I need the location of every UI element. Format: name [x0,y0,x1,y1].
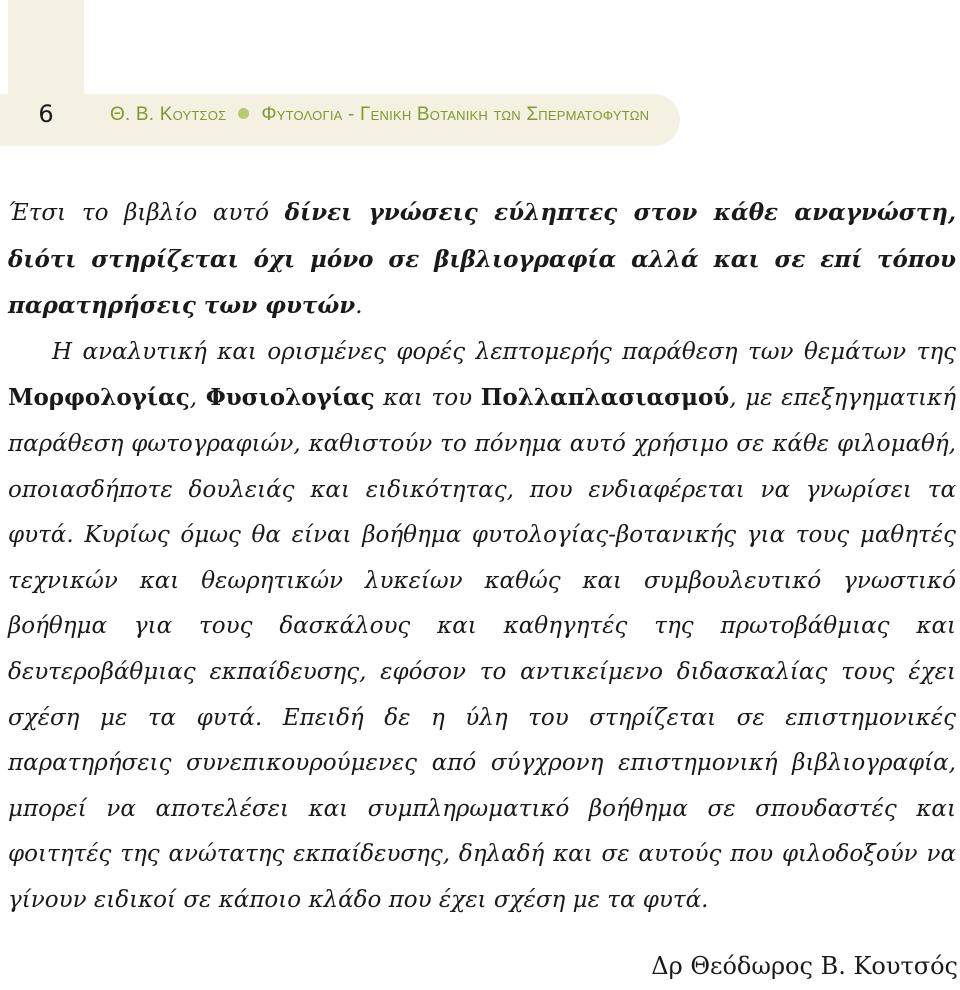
p1-emphasis: δίνει γνώσεις εύληπτες στον κάθε αναγνώστη, διότι στηρίζεται όχι μόνο σε βιβλιογραφία αλλά και σε επί τόπου παρατηρήσεις των φυτών [8,199,956,320]
paragraph-2 [8,330,956,924]
term-physiology: Φυσιολογίας [205,384,375,412]
p2-separator-1: , [189,385,206,412]
p2-rest: , με επεξηγηματική παράθεση φωτογραφιών, καθιστούν το πόνημα αυτό χρήσιμο σε κάθε φιλομαθή, οποιασδήποτε δουλειάς και ειδικότητας, που ενδιαφέρεται να γνωρίσει τα φυτά. Κυρίως όμως θα είναι βοήθημα φυτολογίας-βοτανικής για τους μαθητές τεχνικών και θεωρητικών λυκείων καθώς και συμβουλευτικό γνωστικό βοήθημα για τους δασκάλους και καθηγητές της πρωτοβάθμιας και δευτεροβάθμιας εκπαίδευσης, εφόσον το αντικείμενο διδασκαλίας τους έχει σχέση με τα φυτά. Επειδή δε η ύλη του στηρίζεται σε επιστημονικές παρατηρήσεις συνεπικουρούμενες από σύγχρονη επιστημονική βιβλιογραφία, μπορεί να αποτελέσει και συμπληρωματικό βοήθημα σε σπουδαστές και φοιτητές της ανώτατης εκπαίδευσης, δηλαδή και σε αυτούς που φιλοδοξούν να γίνουν ειδικοί σε κάποιο κλάδο που έχει σχέση με τα φυτά. [8,385,956,913]
header-book-title: Φυτολογια - Γενικη Βοτανικη των Σπερματοφυτων [261,104,650,125]
term-propagation: Πολλαπλασιασμού [480,384,730,412]
running-header [110,104,649,126]
paragraph-1 [8,190,956,330]
body-text [8,190,956,924]
p1-end: . [355,293,363,320]
page-number: 6 [38,100,54,128]
header-author: Θ. Β. Κουτσος [110,104,227,125]
author-signature: Δρ Θεόδωρος Β. Κουτσός [651,952,958,980]
p2-separator-2: και του [374,385,481,412]
p1-prefix: Έτσι το βιβλίο αυτό [8,200,285,226]
p2-intro: Η αναλυτική και ορισμένες φορές λεπτομερής παράθεση των θεμάτων της [52,338,956,365]
bullet-dot-icon [238,108,249,119]
term-morphology: Μορφολογίας [8,384,190,412]
